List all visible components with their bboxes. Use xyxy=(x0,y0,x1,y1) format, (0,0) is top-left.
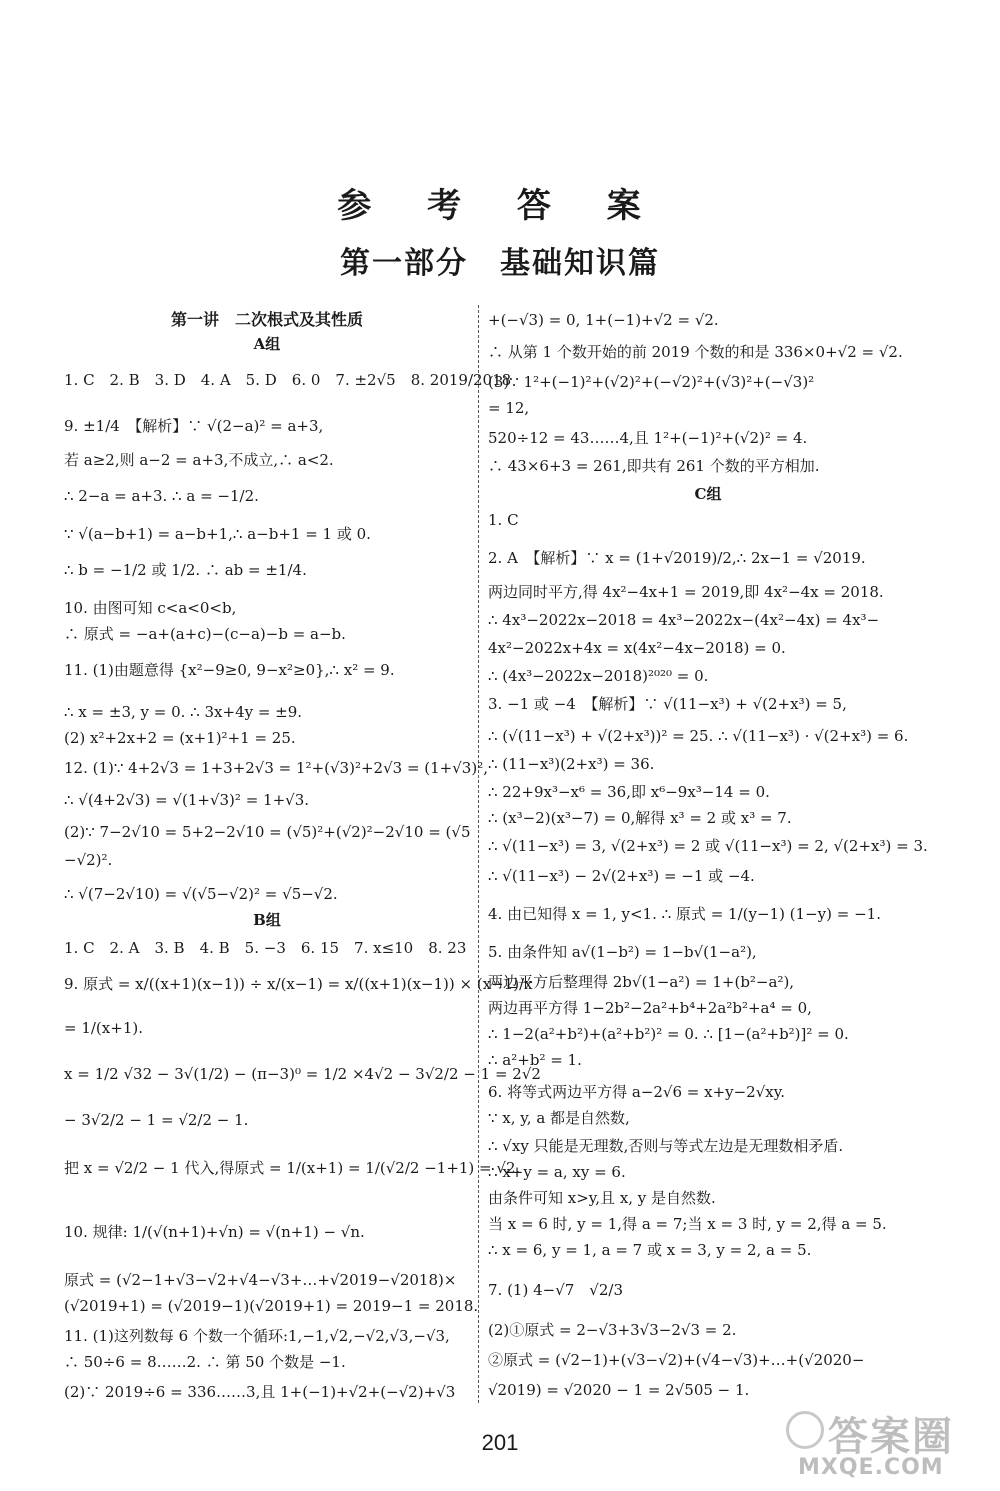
watermark-text: 答案圈 xyxy=(828,1414,954,1460)
answer-line: 6. 将等式两边平方得 a−2√6 = x+y−2√xy. xyxy=(488,1083,785,1101)
answer-line: 9. 原式 = x/((x+1)(x−1)) ÷ x/(x−1) = x/((x+1)(x−1)) × (x−1)/x xyxy=(64,975,533,993)
answer-line: (2) x²+2x+2 = (x+1)²+1 = 25. xyxy=(64,729,296,747)
group-b-heading: B组 xyxy=(253,911,281,929)
answer-line: 由条件可知 x>y,且 x, y 是自然数. xyxy=(488,1189,716,1207)
answer-line: ∴ √xy 只能是无理数,否则与等式左边是无理数相矛盾. xyxy=(488,1137,844,1155)
answer-line: +(−√3) = 0, 1+(−1)+√2 = √2. xyxy=(488,311,719,329)
answer-line: ∵ x, y, a 都是自然数, xyxy=(488,1109,630,1127)
answer-line: 原式 = (√2−1+√3−√2+√4−√3+…+√2019−√2018)× xyxy=(64,1271,457,1289)
answer-line: −√2)². xyxy=(64,851,113,869)
answer-line: ∴ 4x³−2022x−2018 = 4x³−2022x−(4x²−4x) = 4x³− xyxy=(488,611,880,629)
answer-line: 两边同时平方,得 4x²−4x+1 = 2019,即 4x²−4x = 2018. xyxy=(488,583,884,601)
answer-line: 7. (1) 4−√7 √2/3 xyxy=(488,1281,624,1299)
group-c-heading: C组 xyxy=(694,485,722,503)
answer-line: 520÷12 = 43……4,且 1²+(−1)²+(√2)² = 4. xyxy=(488,429,808,447)
answer-line: (3)∵ 1²+(−1)²+(√2)²+(−√2)²+(√3)²+(−√3)² xyxy=(488,373,815,391)
answer-line: ∴ 43×6+3 = 261,即共有 261 个数的平方相加. xyxy=(488,457,820,475)
answer-line: 1. C xyxy=(488,511,519,529)
answer-line: 10. 由图可知 c<a<0<b, xyxy=(64,599,237,617)
answer-line: = 12, xyxy=(488,399,530,417)
answer-line: 11. (1)由题意得 {x²−9≥0, 9−x²≥0},∴ x² = 9. xyxy=(64,661,395,679)
answer-line: ∴ 2−a = a+3. ∴ a = −1/2. xyxy=(64,487,259,505)
answer-line: ∴ 原式 = −a+(a+c)−(c−a)−b = a−b. xyxy=(64,625,346,643)
section-title: 第一部分 基础知识篇 xyxy=(340,246,660,281)
answer-line: 5. 由条件知 a√(1−b²) = 1−b√(1−a²), xyxy=(488,943,757,961)
answer-line: ∴ x = 6, y = 1, a = 7 或 x = 3, y = 2, a = 5. xyxy=(488,1241,812,1259)
answer-line: 2. A 【解析】∵ x = (1+√2019)/2,∴ 2x−1 = √2019. xyxy=(488,549,866,567)
answer-line: 11. (1)这列数每 6 个数一个循环:1,−1,√2,−√2,√3,−√3, xyxy=(64,1327,450,1345)
answer-line: √2019) = √2020 − 1 = 2√505 − 1. xyxy=(488,1381,750,1399)
answer-line: 1. C 2. A 3. B 4. B 5. −3 6. 15 7. x≤10 8. 23 xyxy=(64,939,467,957)
answer-line: ∴ (√(11−x³) + √(2+x³))² = 25. ∴ √(11−x³) · √(2+x³) = 6. xyxy=(488,727,909,745)
answer-line: ∴ 22+9x³−x⁶ = 36,即 x⁶−9x³−14 = 0. xyxy=(488,783,770,801)
answer-line: ∴ (x³−2)(x³−7) = 0,解得 x³ = 2 或 x³ = 7. xyxy=(488,809,792,827)
answer-line: ∴ √(11−x³) = 3, √(2+x³) = 2 或 √(11−x³) = 2, √(2+x³) = 3. xyxy=(488,837,928,855)
answer-line: ∴ 50÷6 = 8……2. ∴ 第 50 个数是 −1. xyxy=(64,1353,346,1371)
answer-line: 若 a≥2,则 a−2 = a+3,不成立,∴ a<2. xyxy=(64,451,334,469)
answer-line: (√2019+1) = (√2019−1)(√2019+1) = 2019−1 = 2018. xyxy=(64,1297,479,1315)
answer-line: = 1/(x+1). xyxy=(64,1019,143,1037)
answer-line: ②原式 = (√2−1)+(√3−√2)+(√4−√3)+…+(√2020− xyxy=(488,1351,865,1369)
answer-line: 9. ±1/4 【解析】∵ √(2−a)² = a+3, xyxy=(64,417,324,435)
answer-line: ∴ (11−x³)(2+x³) = 36. xyxy=(488,755,655,773)
answer-line: ∴ √(11−x³) − 2√(2+x³) = −1 或 −4. xyxy=(488,867,755,885)
answer-line: − 3√2/2 − 1 = √2/2 − 1. xyxy=(64,1111,249,1129)
answer-line: ∴ 从第 1 个数开始的前 2019 个数的和是 336×0+√2 = √2. xyxy=(488,343,903,361)
group-a-heading: A组 xyxy=(253,335,281,353)
watermark-logo xyxy=(778,1405,990,1485)
answer-line: 12. (1)∵ 4+2√3 = 1+3+2√3 = 1²+(√3)²+2√3 = (1+√3)², xyxy=(64,759,488,777)
answer-line: ∴ x+y = a, xy = 6. xyxy=(488,1163,626,1181)
answer-line: 4. 由已知得 x = 1, y<1. ∴ 原式 = 1/(y−1) (1−y) = −1. xyxy=(488,905,881,923)
page-title: 参 考 答 案 xyxy=(337,186,663,226)
answer-line: ∴ b = −1/2 或 1/2. ∴ ab = ±1/4. xyxy=(64,561,307,579)
answer-line: 两边再平方得 1−2b²−2a²+b⁴+2a²b²+a⁴ = 0, xyxy=(488,999,812,1017)
answer-line: ∴ (4x³−2022x−2018)²⁰²⁰ = 0. xyxy=(488,667,709,685)
answer-line: ∴ a²+b² = 1. xyxy=(488,1051,582,1069)
answer-line: ∴ 1−2(a²+b²)+(a²+b²)² = 0. ∴ [1−(a²+b²)]² = 0. xyxy=(488,1025,849,1043)
answer-line: 1. C 2. B 3. D 4. A 5. D 6. 0 7. ±2√5 8. 2019/2018 xyxy=(64,371,512,389)
answer-line: x = 1/2 √32 − 3√(1/2) − (π−3)⁰ = 1/2 ×4√2 − 3√2/2 − 1 = 2√2 xyxy=(64,1065,541,1083)
answer-line: 当 x = 6 时, y = 1,得 a = 7;当 x = 3 时, y = 2,得 a = 5. xyxy=(488,1215,887,1233)
watermark-url: MXQE.COM xyxy=(798,1455,944,1480)
answer-line: 两边平方后整理得 2b√(1−a²) = 1+(b²−a²), xyxy=(488,973,795,991)
answer-line: ∵ √(a−b+1) = a−b+1,∴ a−b+1 = 1 或 0. xyxy=(64,525,371,543)
answer-line: (2)∵ 2019÷6 = 336……3,且 1+(−1)+√2+(−√2)+√3 xyxy=(64,1383,456,1401)
page-number: 201 xyxy=(481,1430,519,1455)
answer-line: ∴ √(4+2√3) = √(1+√3)² = 1+√3. xyxy=(64,791,310,809)
answer-line: ∴ x = ±3, y = 0. ∴ 3x+4y = ±9. xyxy=(64,703,303,721)
answer-line: 把 x = √2/2 − 1 代入,得原式 = 1/(x+1) = 1/(√2/2 −1+1) = √2. xyxy=(64,1159,521,1177)
answer-line: 3. −1 或 −4 【解析】∵ √(11−x³) + √(2+x³) = 5, xyxy=(488,695,847,713)
answer-line: 4x²−2022x+4x = x(4x²−4x−2018) = 0. xyxy=(488,639,786,657)
lecture-title: 第一讲 二次根式及其性质 xyxy=(170,310,363,329)
watermark-badge-icon xyxy=(786,1411,824,1449)
answer-line: 10. 规律: 1/(√(n+1)+√n) = √(n+1) − √n. xyxy=(64,1223,365,1241)
column-divider xyxy=(478,305,479,1403)
answer-line: (2)①原式 = 2−√3+3√3−2√3 = 2. xyxy=(488,1321,737,1339)
answer-line: (2)∵ 7−2√10 = 5+2−2√10 = (√5)²+(√2)²−2√10 = (√5 xyxy=(64,823,471,841)
answer-line: ∴ √(7−2√10) = √(√5−√2)² = √5−√2. xyxy=(64,885,338,903)
